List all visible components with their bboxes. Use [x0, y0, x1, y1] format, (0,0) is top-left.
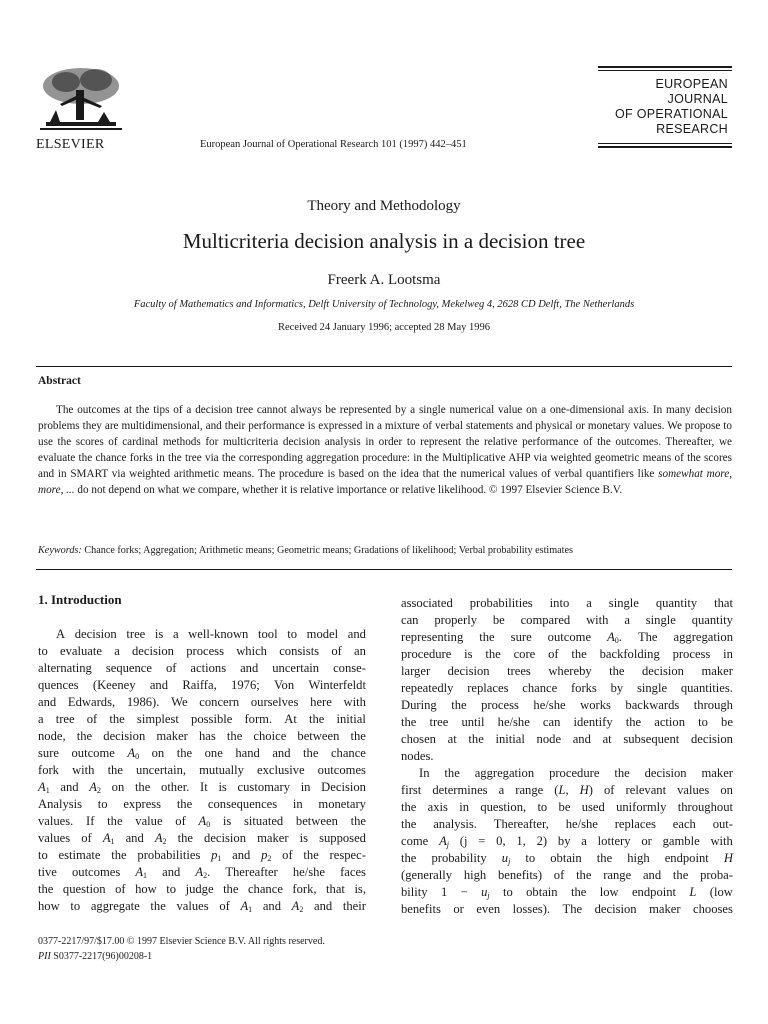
masthead-rule-top-thin [598, 70, 732, 71]
text-line: fork with the uncertain, mutually exclusive outcomes [38, 763, 366, 777]
masthead-rule-top [598, 66, 732, 68]
keywords [38, 545, 732, 556]
masthead-rule-bottom-thin [598, 143, 732, 144]
abstract-text-part1: The outcomes at the tips of a decision tree cannot always be represented by a single numerical value on a one-dimensional axis. In many decision problems they are multidimensional, and their performance is expressed in a mixture of verbal statements and physical or monetary values. We propose to use the scores of cardinal methods for multicriteria decision analysis in order to represent the relative performance of the outcomes. Thereafter, we evaluate the chance forks in the tree via the corresponding aggregation procedure: in the Multiplicative AHP via weighted geometric means of the scores and in SMART via weighted arithmetic means. The procedure is based on the idea that the numerical values of verbal quantifiers like [38, 404, 732, 480]
pii-line [38, 949, 325, 964]
text-line: the probability $u_j$ to obtain the high endpoint H [401, 851, 733, 866]
text-line: come $A_j$ (j = 0, 1, 2) by a lottery or gamble with [401, 834, 733, 849]
keywords-label: Keywords: [38, 545, 82, 556]
abstract-text-italic: somewhat more, more, ... [38, 468, 733, 496]
keywords-list: Chance forks; Aggregation; Arithmetic means; Geometric means; Gradations of likelihood; Verbal probability estimates [81, 545, 574, 556]
pii-label: PII [38, 951, 51, 962]
text-line: values. If the value of $A_0$ is situated between the [38, 814, 366, 829]
text-line: associated probabilities into a single quantity that [401, 596, 733, 610]
text-line: a tree of the simplest possible form. At the initial [38, 712, 366, 726]
text-line: how to aggregate the values of $A_1$ and $A_2$ and their [38, 899, 366, 914]
received-dates: Received 24 January 1996; accepted 28 May 1996 [278, 322, 490, 333]
section-type: Theory and Methodology [307, 198, 461, 214]
masthead-rule-bottom [598, 146, 732, 148]
text-line: first determines a range (L, H) of relevant values on [401, 783, 733, 797]
text-line: the question of how to judge the chance fork, that is, [38, 882, 366, 896]
text-line: chosen at the initial node and at subsequent decision [401, 732, 733, 746]
abstract-heading: Abstract [38, 375, 81, 387]
copyright-footer [38, 934, 325, 964]
intro-column-right [401, 595, 733, 918]
text-line: values of $A_1$ and $A_2$ the decision maker is supposed [38, 831, 366, 846]
text-line: (generally high benefits) of the range and the proba- [401, 868, 733, 882]
text-line: node, the decision maker has the choice between the [38, 729, 366, 743]
divider-above-abstract [36, 366, 732, 367]
text-line: benefits or even losses). The decision maker chooses [401, 902, 733, 916]
journal-name-line: EUROPEAN [655, 77, 728, 91]
text-line: $A_1$ and $A_2$ on the other. It is customary in Decision [38, 780, 366, 795]
text-line: repeatedly replaces chance forks by single quantities. [401, 681, 733, 695]
text-line: alternating sequence of actions and uncertain conse- [38, 661, 366, 675]
text-line: to estimate the probabilities $p_1$ and $p_2$ of the respec- [38, 848, 366, 863]
article-title: Multicriteria decision analysis in a decision tree [182, 229, 586, 253]
copyright-line: 0377-2217/97/$17.00 © 1997 Elsevier Science B.V. All rights reserved. [38, 936, 325, 947]
pii-value: S0377-2217(96)00208-1 [50, 951, 153, 962]
text-line: quences (Keeney and Raiffa, 1976; Von Winterfeldt [38, 678, 366, 692]
text-line: representing the sure outcome $A_0$. The aggregation [401, 630, 733, 645]
journal-masthead [598, 66, 732, 148]
divider-below-abstract [36, 569, 732, 570]
journal-name-line: OF OPERATIONAL [614, 107, 728, 121]
text-line: bility 1 − $u_j$ to obtain the low endpoint L (low [401, 885, 733, 900]
text-line: During the process he/she works backwards through [401, 698, 733, 712]
text-line: the axis in question, to be used uniformly throughout [401, 800, 733, 814]
text-line: In the aggregation procedure the decision maker [419, 766, 733, 780]
author-affiliation: Faculty of Mathematics and Informatics, Delft University of Technology, Mekelweg 4, 2628 CD Delft, The Netherlands [133, 299, 635, 310]
text-line: Analysis to express the consequences in monetary [38, 797, 366, 811]
text-line: A decision tree is a well-known tool to model and [56, 627, 366, 641]
text-line: larger decision trees whereby the decision maker [401, 664, 733, 678]
journal-name [598, 77, 728, 137]
section-heading: 1. Introduction [38, 592, 122, 607]
text-line: to evaluate a decision process which consists of an [38, 644, 366, 658]
text-line: nodes. [401, 749, 434, 763]
text-line: the tree until he/she can identify the action to be [401, 715, 733, 729]
journal-citation: European Journal of Operational Research 101 (1997) 442–451 [200, 139, 467, 150]
journal-name-line: JOURNAL [667, 92, 728, 106]
abstract-text-part2: do not depend on what we compare, whether it is relative importance or relative likelihood. © 1997 Elsevier Science B.V. [74, 484, 623, 496]
text-line: procedure is the core of the backfolding process in [401, 647, 733, 661]
intro-column-left [38, 626, 366, 915]
text-line: and Edwards, 1986). We concern ourselves here with [38, 695, 366, 709]
elsevier-tree-logo [36, 64, 126, 134]
text-line: can properly be compared with a single quantity [401, 613, 733, 627]
abstract-body [38, 402, 732, 498]
author-name: Freerk A. Lootsma [327, 272, 441, 288]
journal-name-line: RESEARCH [656, 122, 728, 136]
publisher-name: ELSEVIER [36, 137, 105, 152]
text-line: sure outcome $A_0$ on the one hand and the chance [38, 746, 366, 761]
text-line: the analysis. Thereafter, he/she replaces each out- [401, 817, 733, 831]
text-line: tive outcomes $A_1$ and $A_2$. Thereafter he/she faces [38, 865, 366, 880]
